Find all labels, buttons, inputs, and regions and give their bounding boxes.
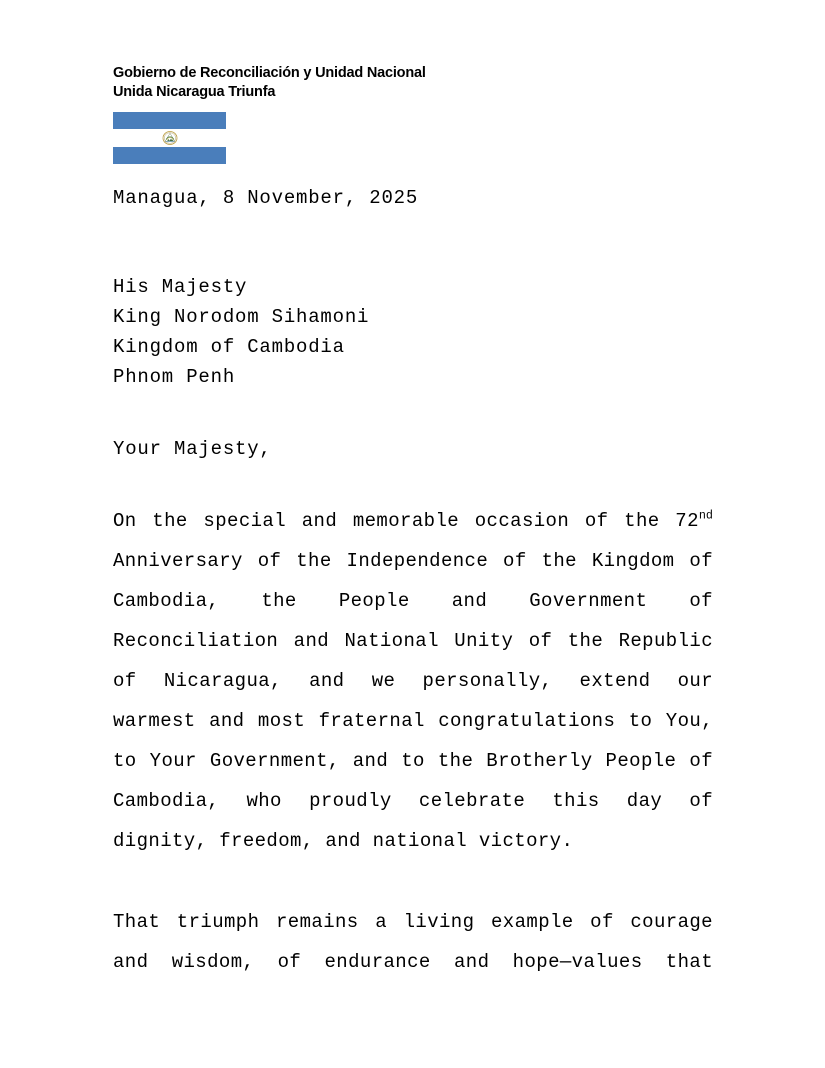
paragraph-1	[113, 501, 713, 861]
addressee-block	[113, 272, 713, 392]
paragraph-1-part-a: On the special and memorable occasion of the 72	[113, 510, 699, 532]
letterhead-line-2: Unida Nicaragua Triunfa	[113, 84, 276, 100]
letterhead-line-1: Gobierno de Reconciliación y Unidad Nacional	[113, 65, 426, 81]
flag-band-middle	[113, 129, 226, 146]
nicaragua-flag-icon	[113, 112, 226, 164]
letter-body	[113, 183, 713, 1041]
addressee-line-3: Kingdom of Cambodia	[113, 336, 345, 358]
addressee-line-1: His Majesty	[113, 276, 248, 298]
nicaragua-coat-of-arms-icon	[160, 129, 180, 146]
paragraph-2: That triumph remains a living example of courage and wisdom, of endurance and hope—values that	[113, 911, 713, 973]
ordinal-suffix: nd	[698, 508, 713, 523]
addressee-line-4: Phnom Penh	[113, 366, 236, 388]
salutation: Your Majesty,	[113, 438, 272, 460]
addressee-line-2: King Norodom Sihamoni	[113, 306, 370, 328]
flag-band-bottom	[113, 147, 226, 164]
letterhead	[113, 64, 733, 102]
flag-band-top	[113, 112, 226, 129]
date-line: Managua, 8 November, 2025	[113, 187, 419, 209]
paragraph-1-part-b: Anniversary of the Independence of the Kingdom of Cambodia, the People and Government of Reconciliation and National Unity of the Republic of Nicaragua, and we personally, extend our warmest and most fraternal congratulations to You, to Your Government, and to the Brotherly People of Cambodia, who proudly celebrate this day of dignity, freedom, and national victory.	[113, 550, 713, 852]
